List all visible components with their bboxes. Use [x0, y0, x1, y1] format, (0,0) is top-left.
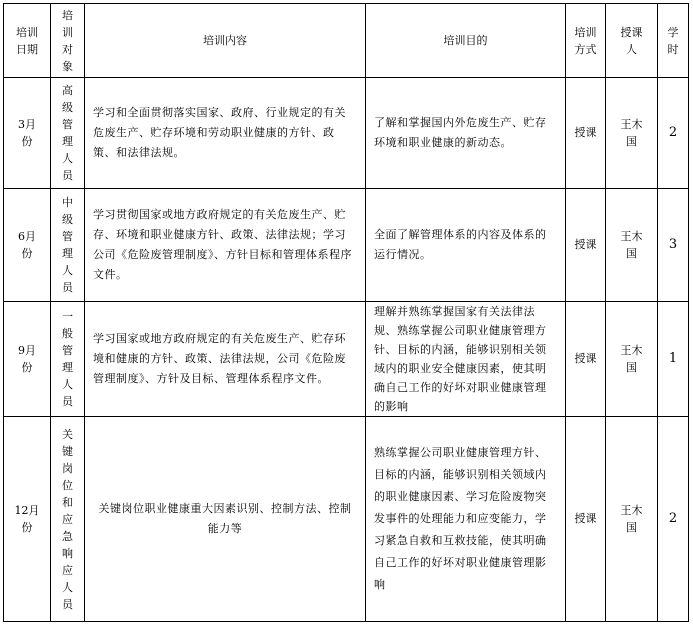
- row-target: 高级管理人员: [51, 78, 85, 189]
- row-date: 9月份: [4, 302, 51, 417]
- table-row: [4, 189, 689, 302]
- row-purpose: 理解并熟练掌握国家有关法律法规、熟练掌握公司职业健康管理方针、目标的内涵，能够识别相关领域内的职业安全健康因素，使其明确自己工作的好坏对职业健康管理的影响: [366, 302, 566, 417]
- row-date: 6月份: [4, 189, 51, 302]
- training-plan-table: [3, 3, 689, 622]
- row-method: 授课: [566, 78, 606, 189]
- row-teacher: 王木国: [606, 417, 658, 622]
- row-content: 学习和全面贯彻落实国家、政府、行业规定的有关危废生产、贮存环境和劳动职业健康的方针、政策、和法律法规。: [85, 78, 366, 189]
- row-hours: 3: [658, 189, 689, 302]
- row-date: 3月份: [4, 78, 51, 189]
- row-purpose: 了解和掌握国内外危废生产、贮存环境和职业健康的新动态。: [366, 78, 566, 189]
- header-hours: 学时: [658, 4, 689, 78]
- header-date: 培训日期: [4, 4, 51, 78]
- row-target: 中级管理人员: [51, 189, 85, 302]
- row-date: 12月份: [4, 417, 51, 622]
- header-teacher: 授课人: [606, 4, 658, 78]
- header-row: [4, 4, 689, 78]
- table-row: [4, 417, 689, 622]
- header-content: 培训内容: [85, 4, 366, 78]
- table-row: [4, 78, 689, 189]
- row-hours: 2: [658, 78, 689, 189]
- row-purpose: 全面了解管理体系的内容及体系的运行情况。: [366, 189, 566, 302]
- row-hours: 2: [658, 417, 689, 622]
- header-method: 培训方式: [566, 4, 606, 78]
- row-teacher: 王木国: [606, 189, 658, 302]
- row-content: 学习贯彻国家或地方政府规定的有关危废生产、贮存、环境和职业健康方针、政策、法律法规；学习公司《危险废管理制度》、方针目标和管理体系程序文件。: [85, 189, 366, 302]
- row-hours: 1: [658, 302, 689, 417]
- row-content: 关键岗位职业健康重大因素识别、控制方法、控制能力等: [85, 417, 366, 622]
- row-teacher: 王木国: [606, 78, 658, 189]
- row-method: 授课: [566, 302, 606, 417]
- row-teacher: 王木国: [606, 302, 658, 417]
- row-method: 授课: [566, 189, 606, 302]
- header-purpose: 培训目的: [366, 4, 566, 78]
- row-target: 关键岗位和应急响应人员: [51, 417, 85, 622]
- row-target: 一般管理人员: [51, 302, 85, 417]
- table-row: [4, 302, 689, 417]
- row-method: 授课: [566, 417, 606, 622]
- row-content: 学习国家或地方政府规定的有关危废生产、贮存环境和健康的方针、政策、法律法规，公司《危险废管理制度》、方针及目标、管理体系程序文件。: [85, 302, 366, 417]
- row-purpose: 熟练掌握公司职业健康管理方针、目标的内涵，能够识别相关领域内的职业健康因素、学习危险废物突发事件的处理能力和应变能力，学习紧急自救和互救技能，使其明确自己工作的好坏对职业健康管理影响: [366, 417, 566, 622]
- header-target: 培训对象: [51, 4, 85, 78]
